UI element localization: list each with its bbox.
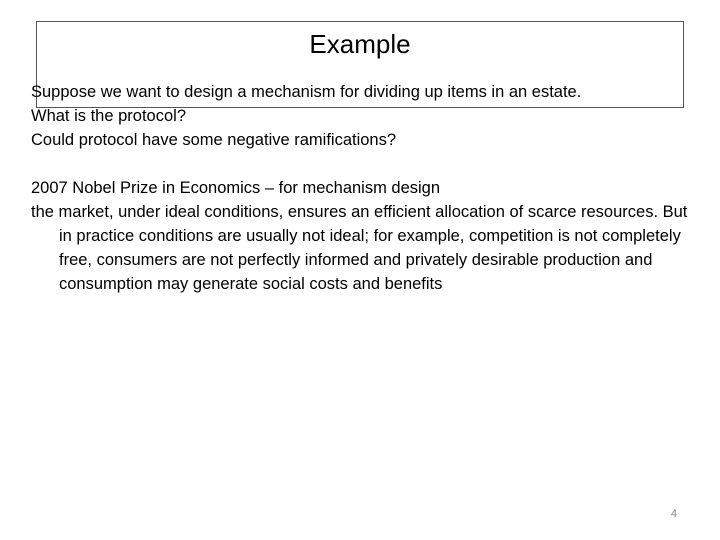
body-line-ramifications-question: Could protocol have some negative ramifications? xyxy=(31,131,397,149)
paragraph-spacer xyxy=(31,152,691,176)
slide-title: Example xyxy=(309,29,411,59)
page-number: 4 xyxy=(670,508,677,520)
body-line-protocol-question: What is the protocol? xyxy=(31,107,186,125)
body-line-estate-question: Suppose we want to design a mechanism for dividing up items in an estate. xyxy=(31,83,582,101)
slide-body xyxy=(31,80,691,296)
body-paragraph-market: the market, under ideal conditions, ensures an efficient allocation of scarce resources. But in practice conditions are usually not ideal; for example, competition is not completely free, consumers are not perfectly informed and privately desirable production and consumption may generate social costs and benefits xyxy=(31,203,688,293)
body-line-nobel-prize: 2007 Nobel Prize in Economics – for mechanism design xyxy=(31,179,441,197)
